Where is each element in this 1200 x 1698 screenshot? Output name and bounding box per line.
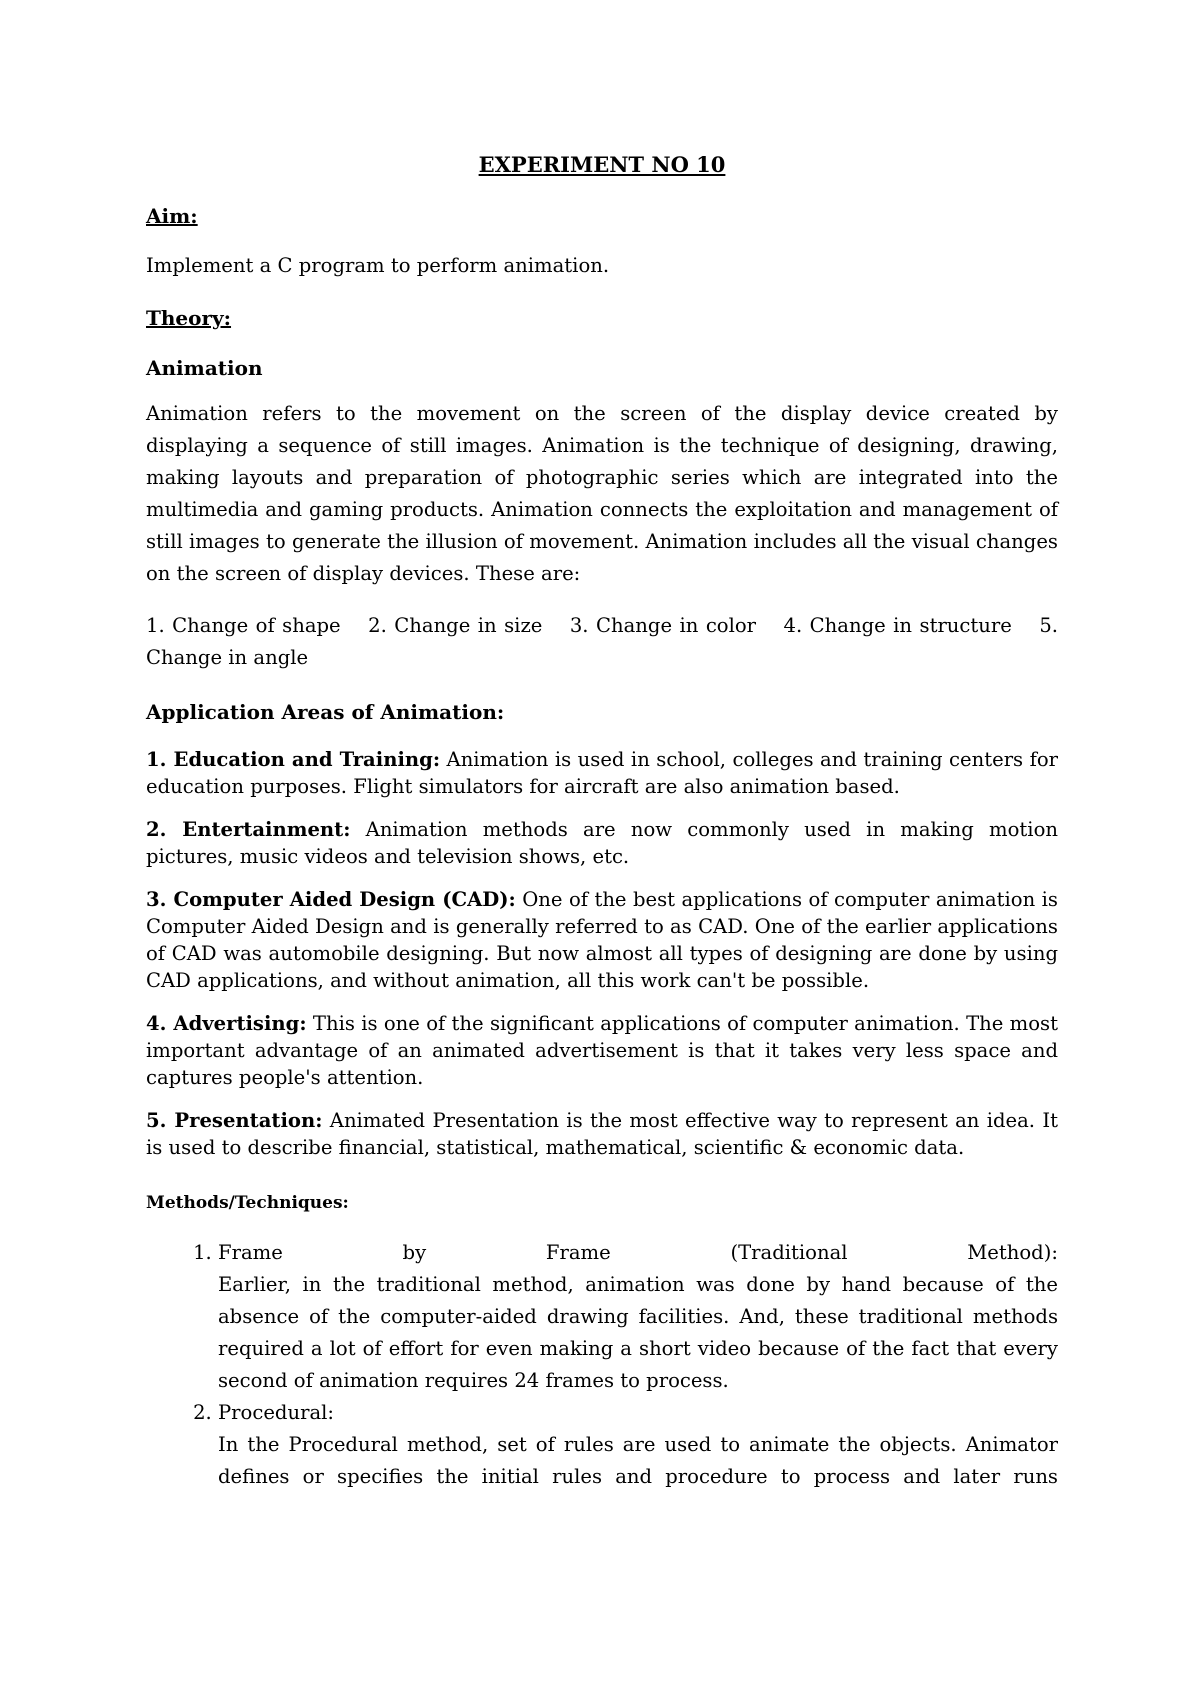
application-item bbox=[146, 1010, 1058, 1091]
application-label: 3. Computer Aided Design (CAD): bbox=[146, 888, 516, 911]
methods-list bbox=[146, 1237, 1058, 1493]
application-label: 5. Presentation: bbox=[146, 1109, 323, 1132]
application-label: 4. Advertising: bbox=[146, 1012, 307, 1035]
animation-heading: Animation bbox=[146, 356, 263, 380]
application-item bbox=[146, 746, 1058, 800]
application-item bbox=[146, 816, 1058, 870]
method-item bbox=[218, 1237, 1058, 1397]
change-item: 3. Change in color bbox=[569, 614, 757, 637]
application-text: Animation methods are now commonly used in making motion pictures, music videos and television shows, etc. bbox=[146, 818, 1058, 868]
method-item bbox=[218, 1397, 1058, 1493]
application-text: One of the best applications of computer animation is Computer Aided Design and is generally referred to as CAD. One of the earlier applications of CAD was automobile designing. But now almost all types of designing are done by using CAD applications, and without animation, all this work can't be possible. bbox=[146, 888, 1058, 992]
changes-list bbox=[146, 610, 1058, 674]
animation-paragraph: Animation refers to the movement on the screen of the display device created by displaying a sequence of still images. Animation is the technique of designing, drawing, making layouts and preparation of photographic series which are integrated into the multimedia and gaming products. Animation connects the exploitation and management of still images to generate the illusion of movement. Animation includes all the visual changes on the screen of display devices. These are: bbox=[146, 402, 1058, 585]
aim-label: Aim: bbox=[146, 204, 198, 228]
application-label: 1. Education and Training: bbox=[146, 748, 441, 771]
application-text: Animated Presentation is the most effective way to represent an idea. It is used to describe financial, statistical, mathematical, scientific & economic data. bbox=[146, 1109, 1058, 1159]
aim-text: Implement a C program to perform animation. bbox=[146, 254, 610, 277]
change-item: 2. Change in size bbox=[368, 614, 543, 637]
change-item: 1. Change of shape bbox=[146, 614, 341, 637]
application-text: This is one of the significant applications of computer animation. The most important advantage of an animated advertisement is that it takes very less space and captures people's attention. bbox=[146, 1012, 1058, 1089]
page-title: EXPERIMENT NO 10 bbox=[478, 152, 726, 177]
application-item bbox=[146, 886, 1058, 994]
application-item bbox=[146, 1107, 1058, 1161]
change-item: 5. Change in angle bbox=[146, 614, 1059, 669]
applications-heading: Application Areas of Animation: bbox=[146, 700, 505, 724]
method-title: 1. Frame by Frame (Traditional Method): bbox=[218, 1241, 1058, 1264]
method-body: In the Procedural method, set of rules are used to animate the objects. Animator defines or specifies the initial rules and procedure to process and later runs bbox=[218, 1433, 1058, 1488]
method-title: 2. Procedural: bbox=[218, 1401, 334, 1424]
application-label: 2. Entertainment: bbox=[146, 818, 351, 841]
change-item: 4. Change in structure bbox=[783, 614, 1012, 637]
methods-heading: Methods/Techniques: bbox=[146, 1193, 349, 1213]
document-content bbox=[146, 150, 1058, 1493]
application-text: Animation is used in school, colleges and training centers for education purposes. Flight simulators for aircraft are also animation based. bbox=[146, 748, 1058, 798]
method-body: Earlier, in the traditional method, animation was done by hand because of the absence of the computer-aided drawing facilities. And, these traditional methods required a lot of effort for even making a short video because of the fact that every second of animation requires 24 frames to process. bbox=[218, 1273, 1058, 1392]
theory-label: Theory: bbox=[146, 306, 232, 330]
